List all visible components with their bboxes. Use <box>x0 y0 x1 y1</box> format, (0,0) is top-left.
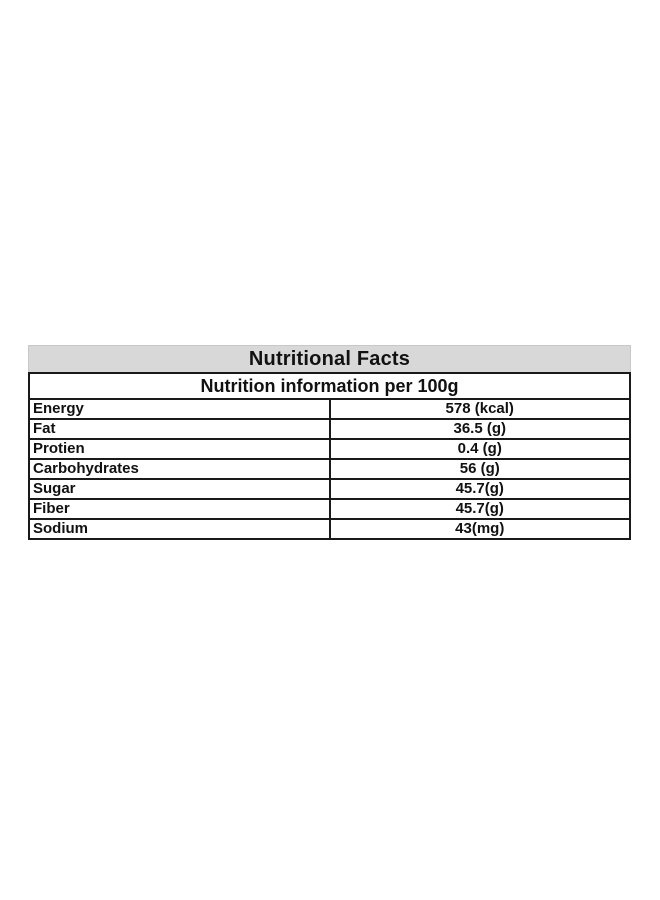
table-row <box>29 419 630 439</box>
nutrient-amount: 43(mg) <box>330 519 631 539</box>
nutrient-name: Energy <box>29 399 330 419</box>
nutrient-name: Fiber <box>29 499 330 519</box>
nutrient-name: Fat <box>29 419 330 439</box>
table-row <box>29 499 630 519</box>
nutrient-amount: 0.4 (g) <box>330 439 631 459</box>
table-row <box>29 519 630 539</box>
nutrient-name: Sodium <box>29 519 330 539</box>
nutrient-amount: 45.7(g) <box>330 479 631 499</box>
table-row <box>29 459 630 479</box>
nutrient-name: Sugar <box>29 479 330 499</box>
nutrient-name: Protien <box>29 439 330 459</box>
table-row <box>29 479 630 499</box>
subheader-row <box>29 373 630 399</box>
nutrition-facts-panel <box>28 345 631 540</box>
nutrient-amount: 56 (g) <box>330 459 631 479</box>
facts-subtitle: Nutrition information per 100g <box>29 373 630 399</box>
nutrient-amount: 36.5 (g) <box>330 419 631 439</box>
table-row <box>29 399 630 419</box>
table-row <box>29 439 630 459</box>
nutrient-name: Carbohydrates <box>29 459 330 479</box>
facts-title: Nutritional Facts <box>28 345 631 372</box>
nutrient-amount: 578 (kcal) <box>330 399 631 419</box>
nutrient-amount: 45.7(g) <box>330 499 631 519</box>
nutrition-table <box>28 372 631 540</box>
